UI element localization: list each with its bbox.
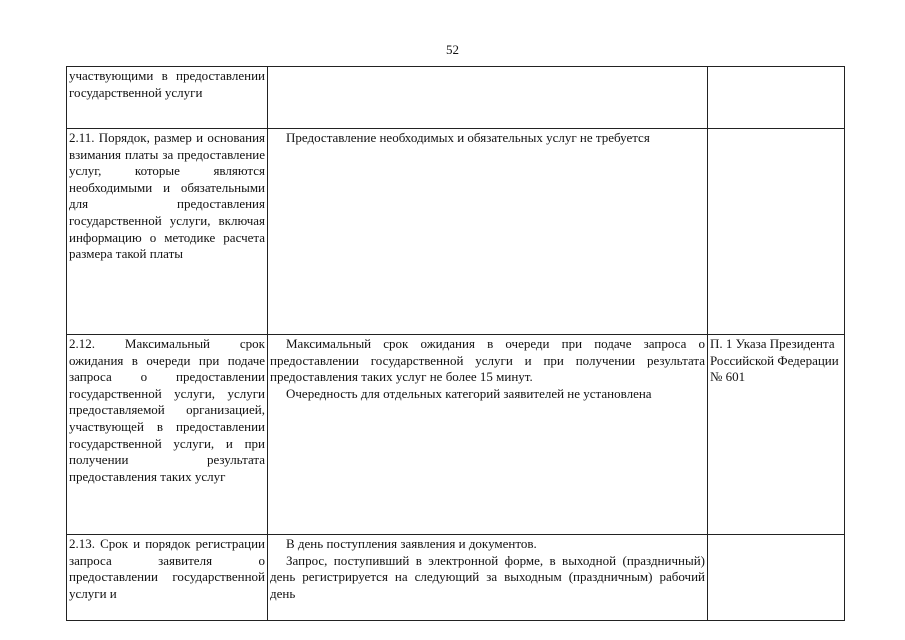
row-content: [268, 335, 708, 535]
row-basis: П. 1 Указа Президента Российской Федерации № 601: [708, 335, 845, 535]
content-paragraph: Очередность для отдельных категорий заявителей не установлена: [286, 385, 652, 401]
content-paragraph: Предоставление необходимых и обязательных услуг не требуется: [286, 130, 650, 145]
content-paragraph: Запрос, поступивший в электронной форме, в выходной (праздничный) день регистрируется на следующий за выходным (праздничным) рабочий день: [270, 552, 705, 601]
row-label: 2.11. Порядок, размер и основания взимания платы за предоставление услуг, которые являются необходимыми и обязательными для предоставления государственной услуги, включая информацию о методике расчета размера такой платы: [67, 129, 268, 335]
row-label: участвующими в предоставлении государственной услуги: [67, 67, 268, 129]
regulation-table: [66, 66, 845, 621]
row-label: 2.12. Максимальный срок ожидания в очереди при подаче запроса о предоставлении государственной услуги, услуги предоставляемой организацией, участвующей в предоставлении государственной услуги, и при получении результата предоставления таких услуг: [67, 335, 268, 535]
row-content: [268, 535, 708, 621]
content-paragraph: Максимальный срок ожидания в очереди при подаче запроса о предоставлении государственной услуги и при получении результата предоставления таких услуг не более 15 минут.: [270, 336, 705, 385]
table-row: [67, 129, 845, 335]
table-row: [67, 335, 845, 535]
row-label: 2.13. Срок и порядок регистрации запроса заявителя о предоставлении государственной услуги и: [67, 535, 268, 621]
table-row: [67, 67, 845, 129]
content-paragraph: В день поступления заявления и документов.: [286, 536, 537, 551]
row-basis: [708, 129, 845, 335]
row-basis: [708, 67, 845, 129]
page-number: 52: [446, 42, 459, 57]
row-content: [268, 67, 708, 129]
row-basis: [708, 535, 845, 621]
table-row: [67, 535, 845, 621]
row-content: [268, 129, 708, 335]
